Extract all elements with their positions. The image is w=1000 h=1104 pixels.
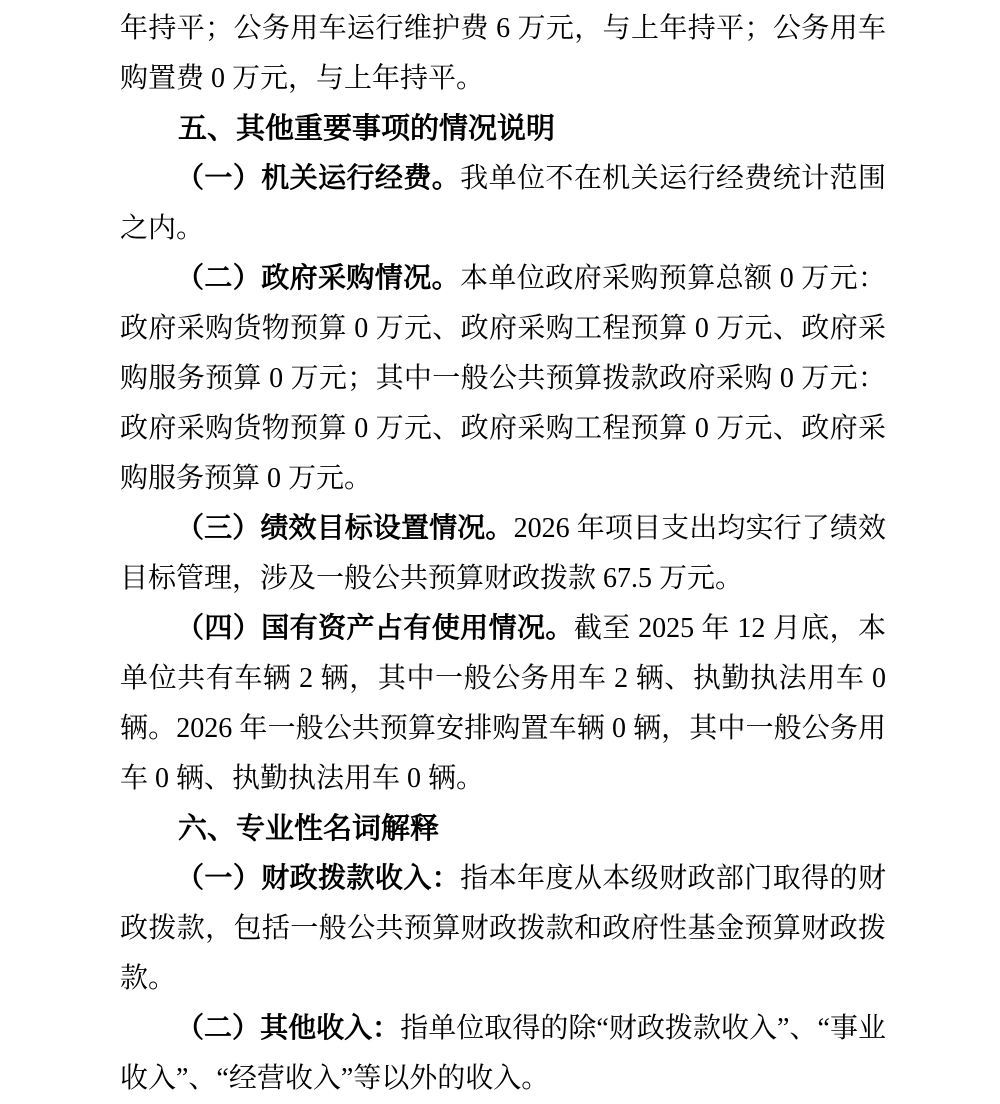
paragraph-text: 指本年度从本级财政部门取得的财政拨款，包括一般公共预算财政拨款和政府性基金预算财政拨款。 xyxy=(120,863,886,994)
paragraph-term-other-income xyxy=(120,1004,886,1104)
paragraph-lead: （二）其他收入： xyxy=(176,1013,401,1044)
paragraph-state-assets-usage xyxy=(120,604,886,804)
paragraph-vehicle-fees-continuation xyxy=(120,4,886,104)
paragraph-lead: （一）机关运行经费。 xyxy=(176,163,461,194)
paragraph-lead: （一）财政拨款收入： xyxy=(176,863,461,894)
paragraph-text: 截至 2025 年 12 月底，本单位共有车辆 2 辆，其中一般公务用车 2 辆、执勤执法用车 0 辆。2026 年一般公共预算安排购置车辆 0 辆，其中一般公务用车 0 辆、执勤执法用车 0 辆。 xyxy=(120,613,886,794)
paragraph-text: 本单位政府采购预算总额 0 万元：政府采购货物预算 0 万元、政府采购工程预算 0 万元、政府采购服务预算 0 万元；其中一般公共预算拨款政府采购 0 万元：政府采购货物预算 0 万元、政府采购工程预算 0 万元、政府采购服务预算 0 万元。 xyxy=(120,263,886,494)
paragraph-text: 我单位不在机关运行经费统计范围之内。 xyxy=(120,163,886,244)
paragraph-lead: （二）政府采购情况。 xyxy=(176,263,460,294)
paragraph-text: 指单位取得的除“财政拨款收入”、“事业收入”、“经营收入”等以外的收入。 xyxy=(120,1013,886,1094)
paragraph-term-fiscal-appropriation-income xyxy=(120,854,886,1004)
paragraph-lead: （四）国有资产占有使用情况。 xyxy=(176,613,574,644)
section-heading-terminology: 六、专业性名词解释 xyxy=(178,813,440,845)
paragraph-text: 年持平；公务用车运行维护费 6 万元，与上年持平；公务用车购置费 0 万元，与上年持平。 xyxy=(120,13,886,94)
paragraph-org-operating-funds xyxy=(120,154,886,254)
paragraph-performance-targets xyxy=(120,504,886,604)
paragraph-lead: （三）绩效目标设置情况。 xyxy=(176,513,514,544)
paragraph-government-procurement xyxy=(120,254,886,504)
section-heading-other-important-matters: 五、其他重要事项的情况说明 xyxy=(178,113,556,145)
paragraph-text: 2026 年项目支出均实行了绩效目标管理，涉及一般公共预算财政拨款 67.5 万元。 xyxy=(120,513,886,594)
document-body xyxy=(120,4,886,1104)
